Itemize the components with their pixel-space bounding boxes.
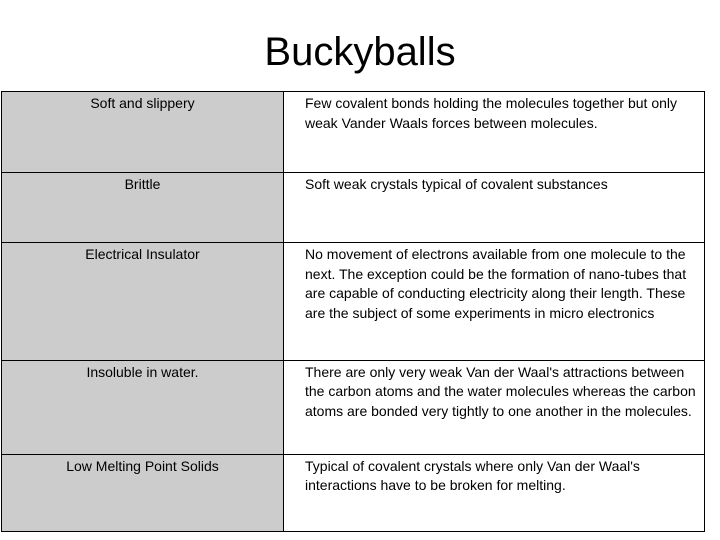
property-cell: Brittle xyxy=(2,173,284,243)
explanation-cell: No movement of electrons available from one molecule to the next. The exception could be the formation of nano-tubes that are capable of conducting electricity along their length. These are the subject of some experiments in micro electronics xyxy=(284,243,705,360)
table-row xyxy=(2,92,705,173)
slide-title: Buckyballs xyxy=(264,30,456,74)
table-row xyxy=(2,173,705,243)
property-cell: Low Melting Point Solids xyxy=(2,454,284,531)
property-cell: Insoluble in water. xyxy=(2,360,284,454)
table-row xyxy=(2,360,705,454)
properties-table xyxy=(1,91,705,532)
table-row xyxy=(2,454,705,531)
explanation-cell: Typical of covalent crystals where only Van der Waal's interactions have to be broken for melting. xyxy=(284,454,705,531)
property-cell: Electrical Insulator xyxy=(2,243,284,360)
property-cell: Soft and slippery xyxy=(2,92,284,173)
table-row xyxy=(2,243,705,360)
explanation-cell: There are only very weak Van der Waal's attractions between the carbon atoms and the water molecules whereas the carbon atoms are bonded very tightly to one another in the molecules. xyxy=(284,360,705,454)
explanation-cell: Soft weak crystals typical of covalent substances xyxy=(284,173,705,243)
explanation-cell: Few covalent bonds holding the molecules together but only weak Vander Waals forces between molecules. xyxy=(284,92,705,173)
